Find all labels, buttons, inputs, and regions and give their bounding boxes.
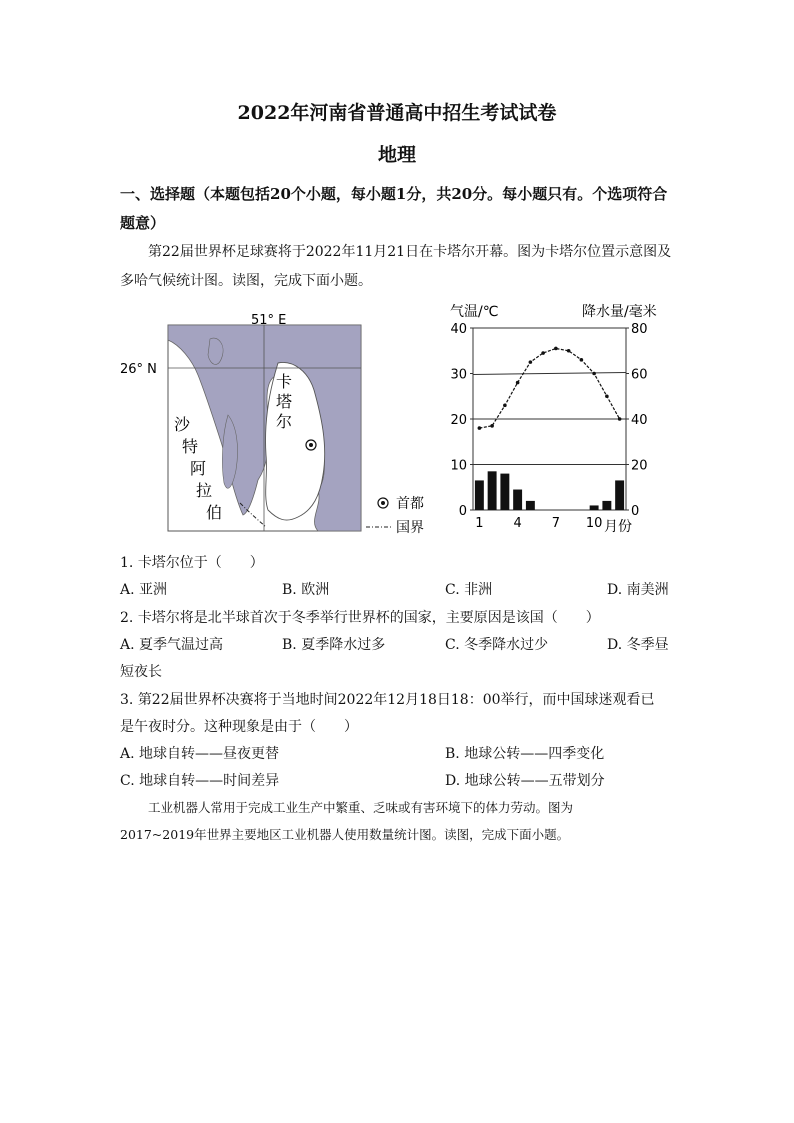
qatar-label-1: 卡 [276,372,293,391]
precip-bar [475,480,484,510]
section-heading: 一、选择题（本题包括20个小题，每小题1分，共20分。每小题只有。个选项符合题意） [120,185,668,232]
q2-option-d-wrap: 短夜长 [120,664,162,680]
q3-option-d[interactable]: D. 地球公转——五带划分 [445,773,605,789]
q2-option-c[interactable]: C. 冬季降水过少 [445,637,549,653]
exam-title: 2022年河南省普通高中招生考试试卷 [237,102,557,124]
q1-option-c[interactable]: C. 非洲 [445,582,493,598]
precip-bar [602,501,611,510]
precip-bar [615,480,624,510]
qatar-label-3: 尔 [276,412,293,431]
temperature-point [605,394,609,398]
question-1 [120,552,264,572]
temp-tick-label: 30 [450,367,467,383]
subject-title: 地理 [377,144,416,166]
q3-option-c[interactable]: C. 地球自转——时间差异 [120,773,280,789]
q3-option-b[interactable]: B. 地球公转——四季变化 [445,746,605,762]
q3-text-wrap: 是午夜时分。这种现象是由于（ ） [120,719,358,735]
month-tick-label: 7 [551,516,561,531]
passage-2-line-1: 工业机器人常用于完成工业生产中繁重、乏味或有害环境下的体力劳动。图为 [148,800,574,815]
month-tick-label: 1 [475,516,484,531]
saudi-label-3: 阿 [190,459,207,478]
question-2 [120,607,600,627]
saudi-label-5: 伯 [206,503,223,522]
precip-tick-label: 20 [631,458,648,474]
precip-bar [488,471,497,510]
q1-option-a[interactable]: A. 亚洲 [120,582,168,598]
question-3 [120,689,655,709]
saudi-label-4: 拉 [196,481,213,500]
precip-tick-label: 40 [631,413,648,428]
saudi-label-2: 特 [182,437,199,456]
q2-number: 2. [120,610,134,626]
temp-axis-label: 气温/℃ [450,304,499,320]
temperature-point [529,360,533,364]
temperature-point [554,347,558,351]
q1-option-b[interactable]: B. 欧洲 [282,582,330,598]
qatar-location-map [118,305,438,545]
temperature-point [478,426,482,430]
q1-option-d[interactable]: D. 南美洲 [607,582,669,598]
q2-option-a[interactable]: A. 夏季气温过高 [120,637,224,653]
temperature-point [618,417,622,421]
precip-bar [590,505,599,510]
temperature-point [567,349,571,353]
q2-option-d[interactable]: D. 冬季昼 [607,637,669,653]
legend-capital-label: 首都 [396,496,424,512]
q3-text: 第22届世界杯决赛将于当地时间2022年12月18日18：00举行，而中国球迷观看已 [137,692,655,708]
temp-tick-label: 10 [450,458,467,474]
q1-number: 1. [120,555,134,571]
month-tick-label: 10 [585,516,603,531]
legend-border-label: 国界 [396,520,424,536]
q2-text: 卡塔尔将是北半球首次于冬季举行世界杯的国家，主要原因是该国（ ） [137,610,600,626]
intro-paragraph: 第22届世界杯足球赛将于2022年11月21日在卡塔尔开幕。图为卡塔尔位置示意图及多哈气候统计图。读图，完成下面小题。 [120,244,672,289]
q3-option-a[interactable]: A. 地球自转——昼夜更替 [120,746,280,762]
capital-dot [309,443,313,447]
precip-bar [526,501,535,510]
precip-tick-label: 0 [631,504,640,519]
q1-text: 卡塔尔位于（ ） [137,555,264,571]
gulf-island [208,338,223,364]
precip-bar [500,474,509,510]
temp-tick-label: 0 [458,504,467,519]
temperature-line [479,349,619,429]
x-axis-unit: 月份 [604,519,632,535]
doha-climate-chart [440,298,680,538]
legend-capital-dot [381,501,385,505]
temperature-point [490,424,494,428]
passage-2-line-2: 2017~2019年世界主要地区工业机器人使用数量统计图。读图，完成下面小题。 [120,827,570,842]
temp-tick-label: 40 [450,322,467,337]
temperature-point [541,351,545,355]
precip-axis-label: 降水量/毫米 [582,304,657,320]
precip-bar [513,490,522,510]
lat-label: 26° N [120,362,157,377]
qatar-label-2: 塔 [276,392,293,411]
precip-tick-label: 80 [631,322,648,337]
saudi-label-1: 沙 [174,415,191,434]
temp-tick-label: 20 [450,413,467,428]
gridline-30 [473,373,626,375]
temperature-point [592,372,596,376]
q3-number: 3. [120,692,134,708]
precip-tick-label: 60 [631,367,648,383]
temperature-point [503,404,507,408]
temperature-point [580,358,584,362]
month-tick-label: 4 [513,516,522,531]
lon-label: 51° E [251,313,287,328]
temperature-point [516,381,520,385]
q2-option-b[interactable]: B. 夏季降水过多 [282,637,386,653]
